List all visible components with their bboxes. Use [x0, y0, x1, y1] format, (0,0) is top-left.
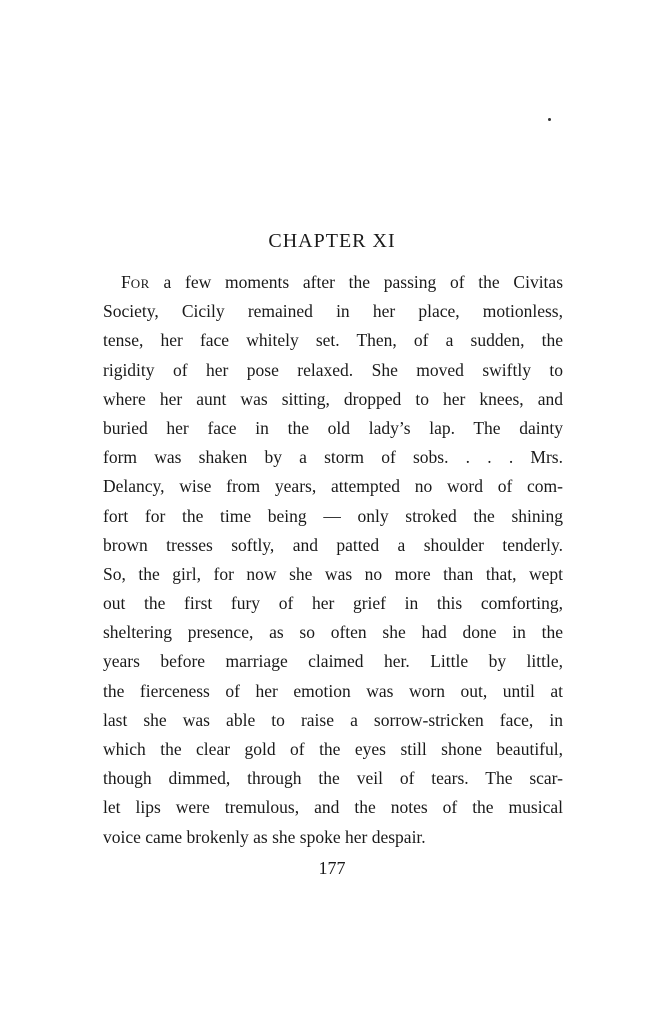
- text-line-17: which the clear gold of the eyes still shone beautiful,: [103, 739, 563, 759]
- text-line-6: buried her face in the old lady’s lap. The dainty: [103, 417, 563, 438]
- text-line-16: last she was able to raise a sorrow-stricken face, in: [103, 709, 563, 730]
- text-line-5: where her aunt was sitting, dropped to her knees, and: [103, 388, 563, 409]
- text-line-3: tense, her face whitely set. Then, of a sudden, the: [103, 330, 563, 351]
- chapter-body: [103, 268, 563, 852]
- text-line-4: rigidity of her pose relaxed. She moved swiftly to: [103, 359, 563, 380]
- dropcap-first-letter: F: [121, 272, 131, 292]
- text-line-14: years before marriage claimed her. Little by little,: [103, 651, 563, 672]
- text-line-1: [103, 268, 563, 297]
- text-line-15: the fierceness of her emotion was worn out, until at: [103, 680, 563, 701]
- text-line-9: fort for the time being — only stroked the shining: [103, 505, 563, 526]
- text-line-10: brown tresses softly, and patted a shoulder tenderly.: [103, 534, 563, 555]
- text-line-13: sheltering presence, as so often she had done in the: [103, 622, 563, 643]
- dropcap-rest: OR: [130, 276, 150, 291]
- text-line-20: voice came brokenly as she spoke her despair.: [103, 826, 426, 847]
- text-line-8: Delancy, wise from years, attempted no word of com-: [103, 476, 563, 497]
- chapter-title: CHAPTER XI: [268, 230, 396, 252]
- text-line-11: So, the girl, for now she was no more than that, wept: [103, 563, 563, 584]
- text-line-19: let lips were tremulous, and the notes of the musical: [103, 797, 563, 818]
- text-line-18: though dimmed, through the veil of tears. The scar-: [103, 768, 563, 789]
- text-line-12: out the first fury of her grief in this comforting,: [103, 593, 563, 614]
- text-line-7: form was shaken by a storm of sobs. . . . Mrs.: [103, 447, 563, 468]
- line-text: a few moments after the passing of the Civitas: [149, 272, 563, 292]
- page-number: 177: [318, 858, 346, 878]
- print-speck: [548, 118, 551, 121]
- text-line-2: Society, Cicily remained in her place, motionless,: [103, 301, 563, 322]
